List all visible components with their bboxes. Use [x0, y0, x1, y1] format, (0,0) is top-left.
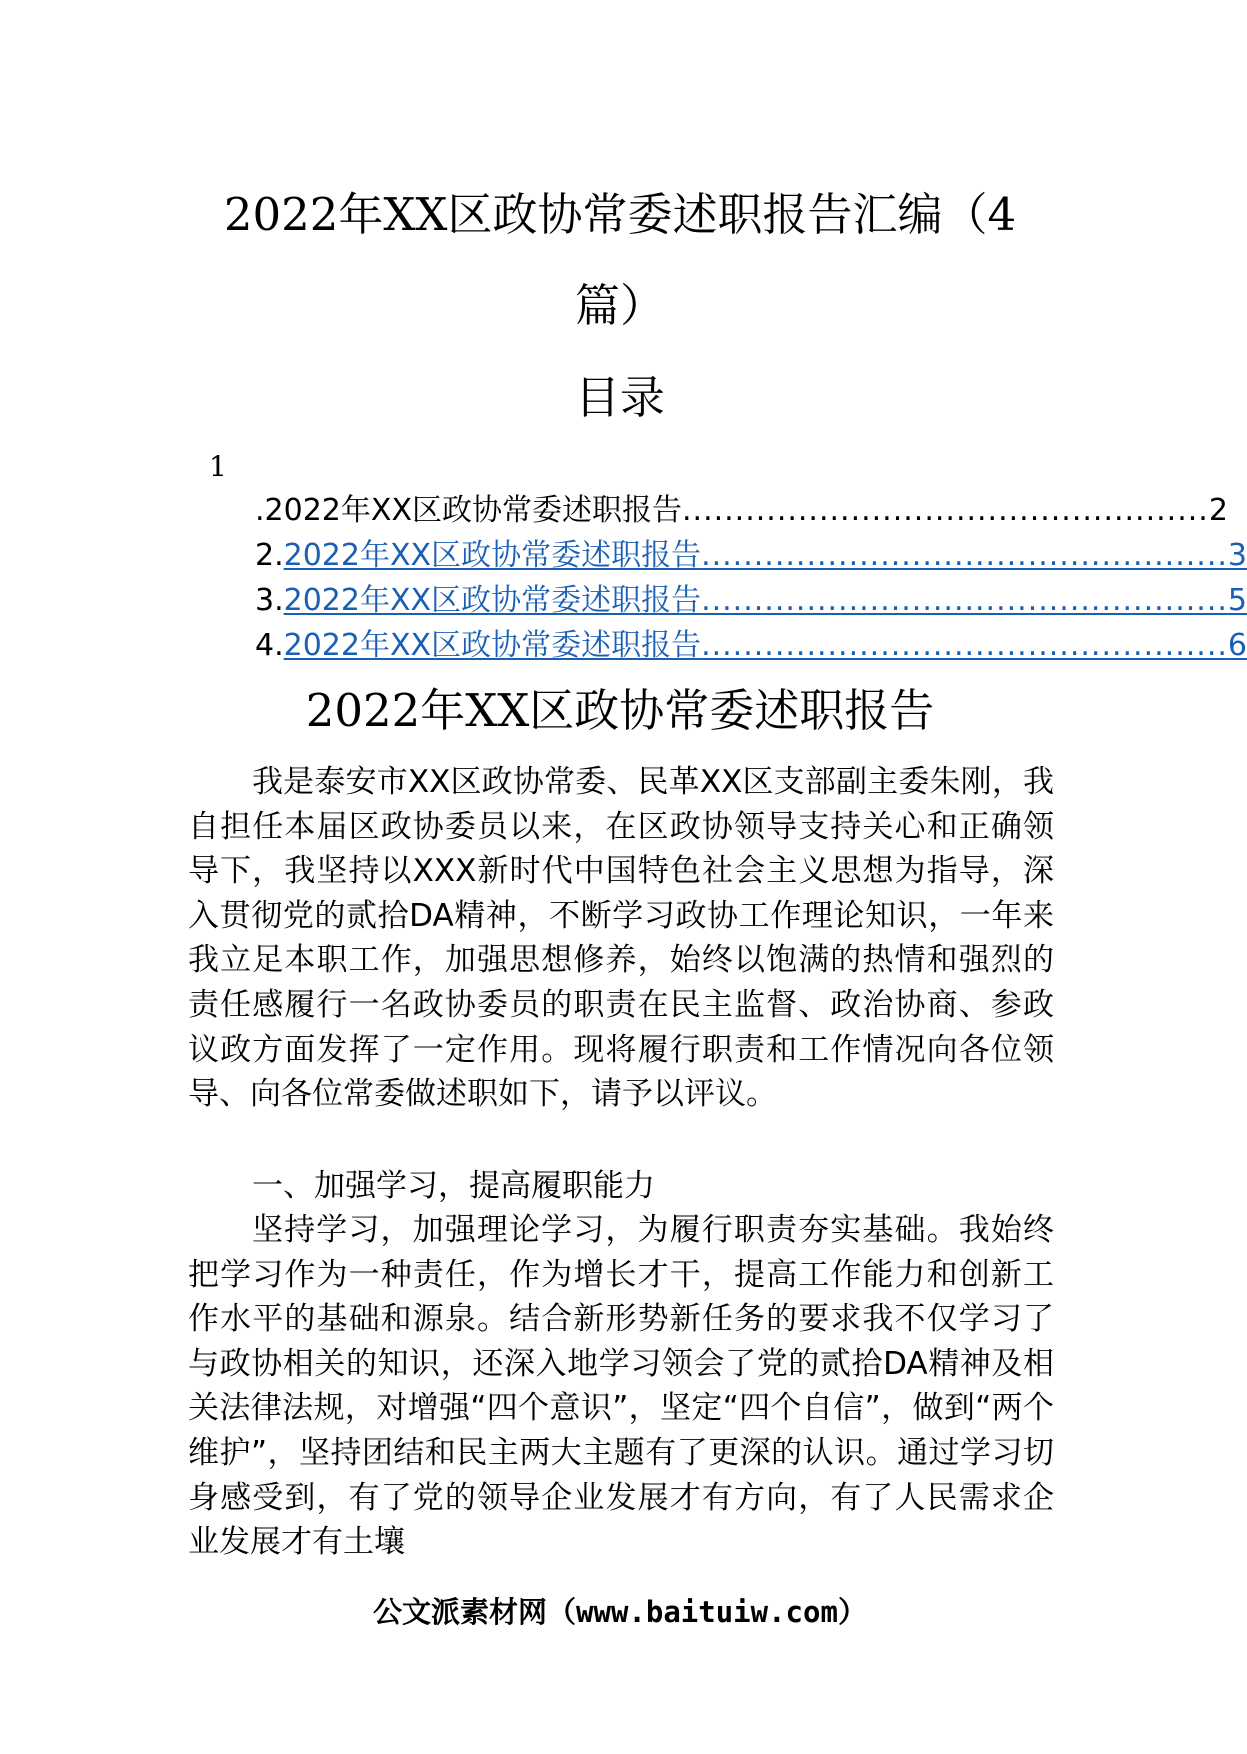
toc-leader-dots[interactable]: ..................................................: [701, 583, 1228, 618]
toc-item-page: 2: [1208, 493, 1228, 528]
toc-leader-dots[interactable]: ..................................................: [701, 628, 1228, 663]
toc-item-label: 2022年XX区政协常委述职报告: [264, 493, 682, 528]
section-title: 2022年XX区政协常委述职报告: [305, 684, 935, 737]
toc-item-4[interactable]: [255, 623, 1247, 668]
study-paragraph: 坚持学习，加强理论学习，为履行职责夯实基础。我始终把学习作为一种责任，作为增长才干，提高工作能力和创新工作水平的基础和源泉。结合新形势新任务的要求我不仅学习了与政协相关的知识，还深入地学习领会了党的贰拾DA精神及相关法律法规，对增强“四个意识”，坚定“四个自信”，做到“两个维护”，坚持团结和民主两大主题有了更深的认识。通过学习切身感受到，有了党的领导企业发展才有方向，有了人民需求企业发展才有土壤: [188, 1212, 1054, 1561]
toc-heading: 目录: [574, 371, 665, 424]
toc-item-page[interactable]: 3: [1227, 538, 1247, 573]
toc-item-number: 2.: [255, 538, 284, 573]
toc-item-number: 3.: [255, 583, 284, 618]
document-title-line-2: 篇）: [574, 279, 665, 332]
toc-item-1: [255, 488, 1228, 533]
document-title-line-1: 2022年XX区政协常委述职报告汇编（4: [223, 188, 1017, 241]
footer-url: （www.baituiw.com）: [547, 1595, 867, 1629]
toc-item-page[interactable]: 6: [1227, 628, 1247, 663]
section-heading-1: 一、加强学习，提高履职能力: [252, 1168, 655, 1204]
toc-item-2[interactable]: [255, 533, 1247, 578]
footer-site-name: 公文派素材网: [373, 1595, 548, 1629]
toc-item-page[interactable]: 5: [1227, 583, 1247, 618]
page-footer: [190, 1595, 1050, 1629]
toc-leader-dots[interactable]: ..................................................: [701, 538, 1228, 573]
toc-leader-dots: ..................................................: [682, 493, 1209, 528]
toc-item-number: .: [255, 493, 265, 528]
toc-item-link[interactable]: 2022年XX区政协常委述职报告: [283, 628, 702, 663]
table-of-contents: [255, 488, 1247, 668]
toc-item-link[interactable]: 2022年XX区政协常委述职报告: [283, 538, 702, 573]
toc-item-link[interactable]: 2022年XX区政协常委述职报告: [283, 583, 702, 618]
toc-item-3[interactable]: [255, 578, 1247, 623]
toc-item-number: 4.: [255, 628, 284, 663]
toc-stray-number: 1: [209, 450, 227, 483]
intro-paragraph: 我是泰安市XX区政协常委、民革XX区支部副主委朱刚，我自担任本届区政协委员以来，在区政协领导支持关心和正确领导下，我坚持以XXX新时代中国特色社会主义思想为指导，深入贯彻党的贰拾DA精神，不断学习政协工作理论知识，一年来我立足本职工作，加强思想修养，始终以饱满的热情和强烈的责任感履行一名政协委员的职责在民主监督、政治协商、参政议政方面发挥了一定作用。现将履行职责和工作情况向各位领导、向各位常委做述职如下，请予以评议。: [188, 764, 1054, 1113]
